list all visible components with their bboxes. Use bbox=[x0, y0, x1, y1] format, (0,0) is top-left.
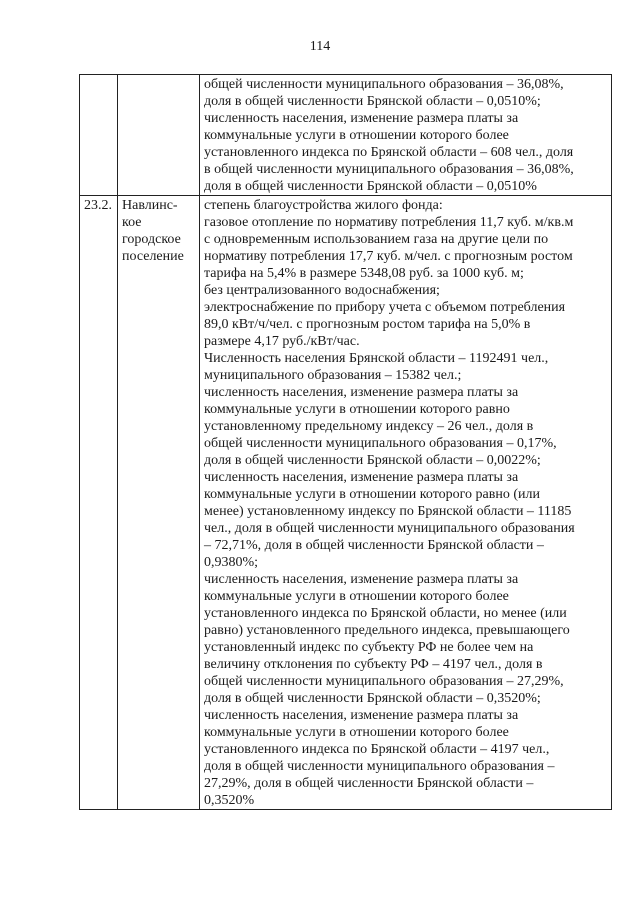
description-line: нормативу потребления 17,7 куб. м/чел. с прогнозным ростом bbox=[204, 249, 573, 264]
description-line: доля в общей численности Брянской области – 0,3520%; bbox=[204, 691, 541, 706]
description-line: установленного индекса по Брянской области – 4197 чел., bbox=[204, 742, 550, 757]
description-line: доля в общей численности Брянской области – 0,0022%; bbox=[204, 453, 541, 468]
description-line: установленного индекса по Брянской области, но менее (или bbox=[204, 606, 567, 621]
description-cell bbox=[200, 75, 612, 196]
table-body bbox=[80, 75, 612, 810]
description-line: равно) установленного предельного индекса, превышающего bbox=[204, 623, 570, 638]
page-number: 114 bbox=[309, 39, 331, 54]
description-line: численность населения, изменение размера платы за bbox=[204, 385, 519, 400]
description-line: Численность населения Брянской области – 1192491 чел., bbox=[204, 351, 549, 366]
description-line: чел., доля в общей численности муниципального образования bbox=[204, 521, 575, 536]
municipality-name-line: кое bbox=[122, 215, 142, 230]
row-number-cell: 23.2. bbox=[80, 196, 118, 810]
description-line: коммунальные услуги в отношении которого равно (или bbox=[204, 487, 540, 502]
description-line: 89,0 кВт/ч/чел. с прогнозным ростом тарифа на 5,0% в bbox=[204, 317, 531, 332]
description-line: электроснабжение по прибору учета с объемом потребления bbox=[204, 300, 566, 315]
description-line: коммунальные услуги в отношении которого равно bbox=[204, 402, 510, 417]
description-line: в общей численности муниципального образования – 36,08%, bbox=[204, 162, 574, 177]
description-line: величину отклонения по субъекту РФ – 4197 чел., доля в bbox=[204, 657, 543, 672]
description-line: коммунальные услуги в отношении которого более bbox=[204, 589, 509, 604]
description-line: без централизованного водоснабжения; bbox=[204, 283, 440, 298]
municipality-name-cell bbox=[118, 75, 200, 196]
description-line: доля в общей численности муниципального образования – bbox=[204, 759, 555, 774]
description-line: общей численности муниципального образования – 0,17%, bbox=[204, 436, 557, 451]
description-line: численность населения, изменение размера платы за bbox=[204, 111, 519, 126]
description-line: численность населения, изменение размера платы за bbox=[204, 708, 519, 723]
description-line: коммунальные услуги в отношении которого более bbox=[204, 725, 509, 740]
description-line: с одновременным использованием газа на другие цели по bbox=[204, 232, 549, 247]
description-cell bbox=[200, 196, 612, 810]
description-line: тарифа на 5,4% в размере 5348,08 руб. за 1000 куб. м; bbox=[204, 266, 524, 281]
description-line: общей численности муниципального образования – 36,08%, bbox=[204, 77, 564, 92]
description-line: муниципального образования – 15382 чел.; bbox=[204, 368, 462, 383]
description-line: степень благоустройства жилого фонда: bbox=[204, 198, 443, 213]
description-line: коммунальные услуги в отношении которого более bbox=[204, 128, 509, 143]
description-line: 27,29%, доля в общей численности Брянской области – bbox=[204, 776, 534, 791]
municipality-name-cell bbox=[118, 196, 200, 810]
description-line: размере 4,17 руб./кВт/час. bbox=[204, 334, 360, 349]
table-row bbox=[80, 75, 612, 196]
description-line: 0,9380%; bbox=[204, 555, 259, 570]
description-line: – 72,71%, доля в общей численности Брянской области – bbox=[204, 538, 544, 553]
description-line: общей численности муниципального образования – 27,29%, bbox=[204, 674, 564, 689]
description-line: доля в общей численности Брянской области – 0,0510% bbox=[204, 179, 537, 194]
table-row bbox=[80, 196, 612, 810]
row-number-cell bbox=[80, 75, 118, 196]
data-table bbox=[79, 74, 612, 810]
municipality-name-line: поселение bbox=[122, 249, 184, 264]
description-line: численность населения, изменение размера платы за bbox=[204, 470, 519, 485]
municipality-name-line: Навлинс- bbox=[122, 198, 178, 213]
description-line: менее) установленному индексу по Брянской области – 11185 bbox=[204, 504, 572, 519]
description-line: установленный индекс по субъекту РФ не более чем на bbox=[204, 640, 534, 655]
description-line: установленного индекса по Брянской области – 608 чел., доля bbox=[204, 145, 574, 160]
description-line: доля в общей численности Брянской области – 0,0510%; bbox=[204, 94, 541, 109]
description-line: 0,3520% bbox=[204, 793, 255, 808]
description-line: численность населения, изменение размера платы за bbox=[204, 572, 519, 587]
municipality-name-line: городское bbox=[122, 232, 181, 247]
description-line: установленному предельному индексу – 26 чел., доля в bbox=[204, 419, 534, 434]
description-line: газовое отопление по нормативу потребления 11,7 куб. м/кв.м bbox=[204, 215, 574, 230]
